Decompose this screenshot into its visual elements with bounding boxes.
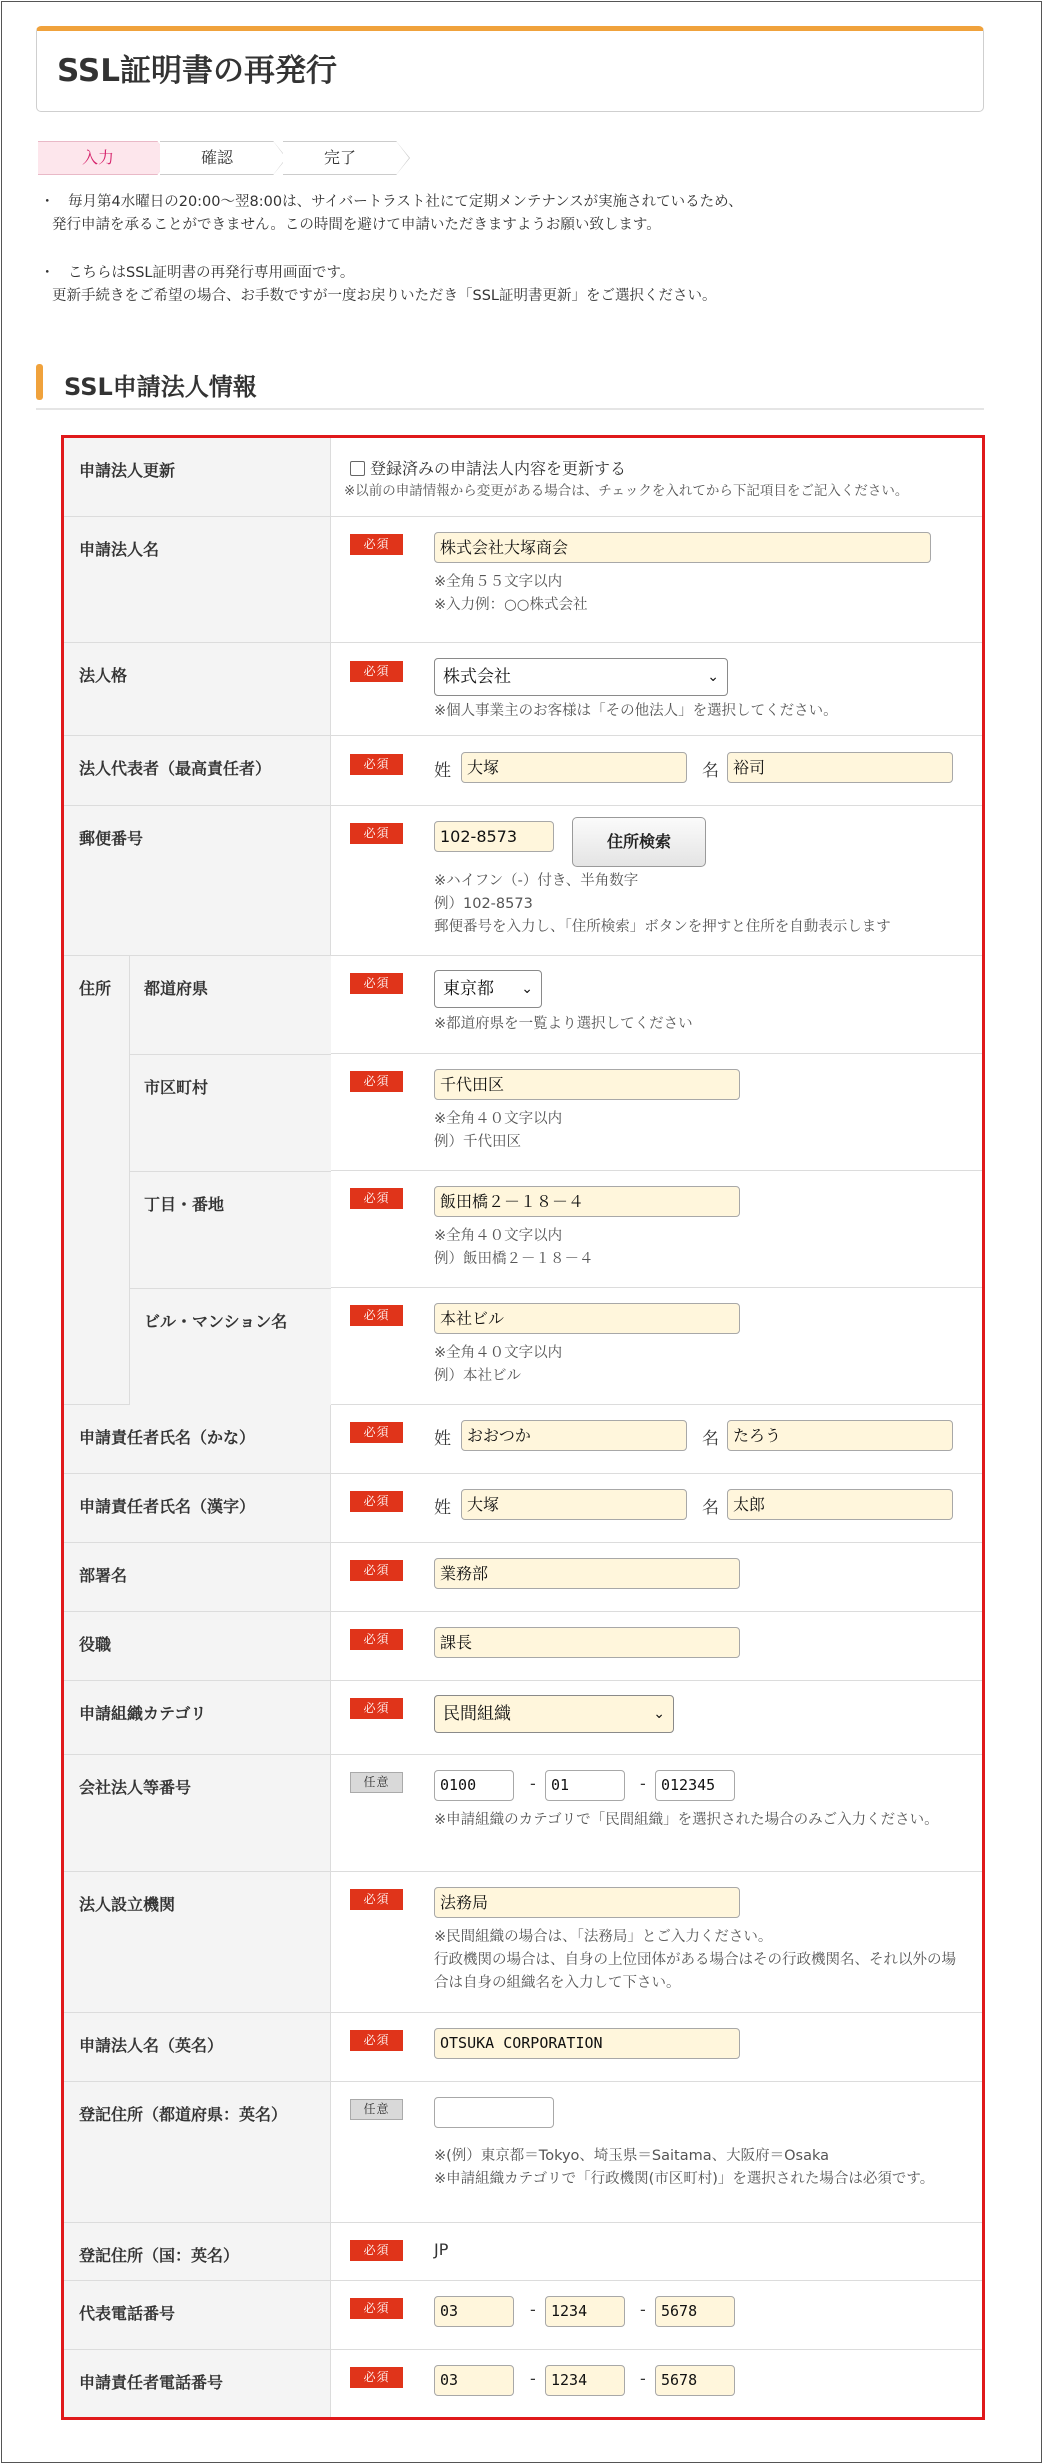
label-text: 申請責任者氏名（かな） (79, 1428, 256, 1447)
required-badge: 必須 (350, 1491, 403, 1512)
row-corp-update (64, 438, 982, 517)
label-text: 申請責任者氏名（漢字） (79, 1497, 256, 1516)
row-label (64, 2082, 331, 2222)
label-text: 法人設立機関 (79, 1895, 176, 1914)
notice-line: 毎月第4水曜日の20:00～翌8:00は、サイバートラスト社にて定期メンテナンスが実施されているため、 (68, 194, 743, 210)
required-badge: 必須 (350, 1698, 403, 1719)
row-pref (331, 956, 982, 1054)
tel-part3-input[interactable]: 5678 (655, 2296, 735, 2327)
required-badge: 必須 (350, 2298, 403, 2319)
row-label (64, 1474, 331, 1542)
kanji-mei-input[interactable]: 太郎 (727, 1489, 953, 1520)
update-note: ※以前の申請情報から変更がある場合は、チェックを入れてから下記項目をご記入ください。 (344, 483, 909, 499)
required-badge: 必須 (350, 1560, 403, 1581)
row-person-tel (64, 2350, 982, 2417)
address-sub-label-cell (129, 1288, 331, 1405)
label-text: 代表電話番号 (79, 2304, 176, 2323)
optional-badge: 任意 (350, 1772, 403, 1793)
corp-number-part2-input[interactable]: 01 (545, 1770, 625, 1801)
kanji-sei-input[interactable]: 大塚 (461, 1489, 687, 1520)
hint: 郵便番号を入力し、「住所検索」ボタンを押すと住所を自動表示します (434, 919, 891, 935)
row-label (64, 736, 331, 805)
separator: - (640, 2300, 646, 2319)
hint: ※申請組織カテゴリで「行政機関(市区町村)」を選択された場合は必須です。 (434, 2171, 935, 2187)
page-title: SSL証明書の再発行 (57, 53, 338, 89)
step-label: 確認 (200, 148, 233, 167)
label-text: 会社法人等番号 (79, 1778, 192, 1797)
hint: ※入力例：○○株式会社 (434, 597, 588, 613)
chevron-down-icon: ⌄ (521, 981, 533, 997)
row-label (64, 1755, 331, 1871)
required-badge: 必須 (350, 1629, 403, 1650)
required-badge: 必須 (350, 1071, 403, 1092)
hint: ※ハイフン（-）付き、半角数字 (434, 873, 639, 889)
row-label (64, 438, 331, 516)
address-sub-label-cell (129, 1054, 331, 1171)
required-badge: 必須 (350, 2240, 403, 2261)
required-badge: 必須 (350, 823, 403, 844)
hint: ※個人事業主のお客様は「その他法人」を選択してください。 (434, 703, 838, 719)
row-dept (64, 1543, 982, 1612)
reg-pref-input[interactable] (434, 2097, 554, 2128)
row-label (64, 1543, 331, 1611)
label-text: 市区町村 (144, 1078, 209, 1097)
hint: ※都道府県を一覧より選択してください (434, 1016, 693, 1032)
institution-input[interactable]: 法務局 (434, 1887, 740, 1918)
row-person-kanji (64, 1474, 982, 1543)
hint: 例）102-8573 (434, 896, 533, 912)
person-tel-part2-input[interactable]: 1234 (545, 2365, 625, 2396)
corp-number-part3-input[interactable]: 012345 (655, 1770, 735, 1801)
update-checkbox[interactable] (350, 461, 365, 476)
step-input (38, 141, 158, 175)
separator: - (640, 1774, 646, 1793)
kana-sei-input[interactable]: おおつか (461, 1420, 687, 1451)
step-arrow-fill (396, 141, 409, 175)
person-tel-part3-input[interactable]: 5678 (655, 2365, 735, 2396)
row-label (64, 2281, 331, 2349)
row-reg-country (64, 2223, 982, 2281)
row-label (64, 1405, 331, 1473)
optional-badge: 任意 (350, 2099, 403, 2120)
hint: ※全角４０文字以内 (434, 1111, 563, 1127)
label-text: 法人代表者（最高責任者） (79, 759, 272, 778)
step-complete (283, 141, 397, 175)
step-label: 入力 (81, 148, 114, 167)
row-street (331, 1171, 982, 1288)
row-corp-type (64, 643, 982, 736)
required-badge: 必須 (350, 1889, 403, 1910)
selected-value: 民間組織 (443, 1704, 511, 1724)
row-label (64, 1681, 331, 1754)
sei-label: 姓 (434, 1498, 451, 1518)
address-search-button[interactable]: 住所検索 (572, 817, 706, 867)
row-label (64, 2223, 331, 2280)
row-label (64, 2013, 331, 2081)
hint: ※民間組織の場合は、「法務局」とご入力ください。 (434, 1929, 773, 1945)
required-badge: 必須 (350, 2367, 403, 2388)
label-text: 登記住所（国：英名） (79, 2246, 240, 2265)
address-sub-label-cell (129, 1171, 331, 1288)
city-input[interactable]: 千代田区 (434, 1069, 740, 1100)
row-zip (64, 806, 982, 956)
label-text: 都道府県 (144, 979, 209, 998)
zip-input[interactable]: 102-8573 (434, 821, 554, 852)
rep-sei-input[interactable]: 大塚 (461, 752, 687, 783)
separator: - (530, 1774, 536, 1793)
hint: ※全角４０文字以内 (434, 1228, 563, 1244)
row-corp-number (64, 1755, 982, 1872)
row-org-category (64, 1681, 982, 1755)
pref-select[interactable] (434, 970, 542, 1008)
row-person-kana (64, 1405, 982, 1474)
hint: ※(例）東京都＝Tokyo、埼玉県＝Saitama、大阪府＝Osaka (434, 2148, 829, 2164)
sei-label: 姓 (434, 1429, 451, 1449)
notice-line: 更新手続きをご希望の場合、お手数ですが一度お戻りいただき「SSL証明書更新」をご選択ください。 (52, 288, 717, 304)
sei-label: 姓 (434, 761, 451, 781)
separator: - (530, 2300, 536, 2319)
hint: 例）千代田区 (434, 1134, 521, 1150)
mei-label: 名 (702, 761, 719, 781)
label-text: 丁目・番地 (144, 1195, 225, 1214)
label-text: 登記住所（都道府県：英名） (79, 2105, 288, 2124)
row-label (64, 1612, 331, 1680)
row-label (64, 643, 331, 735)
mei-label: 名 (702, 1429, 719, 1449)
required-badge: 必須 (350, 1305, 403, 1326)
section-title: SSL申請法人情報 (64, 373, 257, 401)
required-badge: 必須 (350, 1188, 403, 1209)
corp-type-select[interactable] (434, 658, 728, 696)
dept-input[interactable]: 業務部 (434, 1558, 740, 1589)
bullet: ・ (40, 265, 55, 281)
label-text: 役職 (79, 1635, 112, 1654)
notice-line: こちらはSSL証明書の再発行専用画面です。 (68, 265, 355, 281)
mei-label: 名 (702, 1498, 719, 1518)
required-badge: 必須 (350, 1422, 403, 1443)
step-confirm (160, 141, 274, 175)
row-institution (64, 1872, 982, 2013)
required-badge: 必須 (350, 2030, 403, 2051)
hint: 例）飯田橋２－１８－４ (434, 1251, 594, 1267)
tel-part1-input[interactable]: 03 (434, 2296, 514, 2327)
label-text: 部署名 (79, 1566, 128, 1585)
required-badge: 必須 (350, 534, 403, 555)
separator: - (640, 2369, 646, 2388)
step-label: 完了 (323, 148, 356, 167)
row-position (64, 1612, 982, 1681)
selected-value: 株式会社 (443, 667, 511, 687)
separator: - (530, 2369, 536, 2388)
hint: ※全角４０文字以内 (434, 1345, 563, 1361)
label-text: 申請法人更新 (79, 461, 176, 480)
label-text: 郵便番号 (79, 829, 144, 848)
building-input[interactable]: 本社ビル (434, 1303, 740, 1334)
label-text: 申請責任者電話番号 (79, 2373, 224, 2392)
notice-line: 発行申請を承ることができません。この時間を避けて申請いただきますようお願い致します。 (52, 217, 661, 233)
position-input[interactable]: 課長 (434, 1627, 740, 1658)
section-accent-bar (36, 364, 43, 400)
update-checkbox-label[interactable]: 登録済みの申請法人内容を更新する (370, 459, 627, 478)
address-sub-label-cell (129, 956, 331, 1054)
bullet: ・ (40, 194, 55, 210)
row-building (331, 1288, 982, 1405)
street-input[interactable]: 飯田橋２－１８－４ (434, 1186, 740, 1217)
required-badge: 必須 (350, 973, 403, 994)
row-representative (64, 736, 982, 806)
required-badge: 必須 (350, 661, 403, 682)
chevron-down-icon: ⌄ (707, 669, 719, 685)
hint: ※全角５５文字以内 (434, 574, 563, 590)
row-label (64, 1872, 331, 2012)
hint: 例）本社ビル (434, 1368, 521, 1384)
row-city (331, 1054, 982, 1171)
row-corp-name (64, 517, 982, 643)
label-text: 申請法人名（英名） (79, 2036, 224, 2055)
row-label (64, 806, 331, 955)
hint: ※申請組織のカテゴリで「民間組織」を選択された場合のみご入力ください。 (434, 1812, 939, 1828)
label-text: 申請法人名 (79, 540, 160, 559)
rep-mei-input[interactable]: 裕司 (727, 752, 953, 783)
reissue-notice (40, 262, 716, 308)
address-group (64, 956, 331, 1405)
chevron-down-icon: ⌄ (653, 1706, 665, 1722)
label-text: 法人格 (79, 666, 128, 685)
corp-name-input[interactable]: 株式会社大塚商会 (434, 532, 931, 563)
row-corp-name-en (64, 2013, 982, 2082)
row-label (64, 2350, 331, 2417)
label-text: ビル・マンション名 (144, 1312, 288, 1331)
maintenance-notice (40, 191, 743, 237)
corp-info-form (61, 435, 985, 2420)
corp-number-part1-input[interactable]: 0100 (434, 1770, 514, 1801)
row-tel (64, 2281, 982, 2350)
reg-country-value: JP (434, 2240, 449, 2259)
row-label (64, 517, 331, 642)
address-group-label: 住所 (79, 979, 112, 998)
tel-part2-input[interactable]: 1234 (545, 2296, 625, 2327)
title-box (36, 26, 984, 112)
label-text: 申請組織カテゴリ (79, 1704, 207, 1723)
kana-mei-input[interactable]: たろう (727, 1420, 953, 1451)
corp-name-en-input[interactable]: OTSUKA CORPORATION (434, 2028, 740, 2059)
person-tel-part1-input[interactable]: 03 (434, 2365, 514, 2396)
org-category-select[interactable] (434, 1695, 674, 1733)
hint: 行政機関の場合は、自身の上位団体がある場合はその行政機関名、それ以外の場合は自身の組織名を入力して下さい。 (434, 1952, 956, 1991)
selected-value: 東京都 (443, 979, 494, 999)
row-reg-pref (64, 2082, 982, 2223)
section-header (36, 360, 984, 410)
required-badge: 必須 (350, 754, 403, 775)
